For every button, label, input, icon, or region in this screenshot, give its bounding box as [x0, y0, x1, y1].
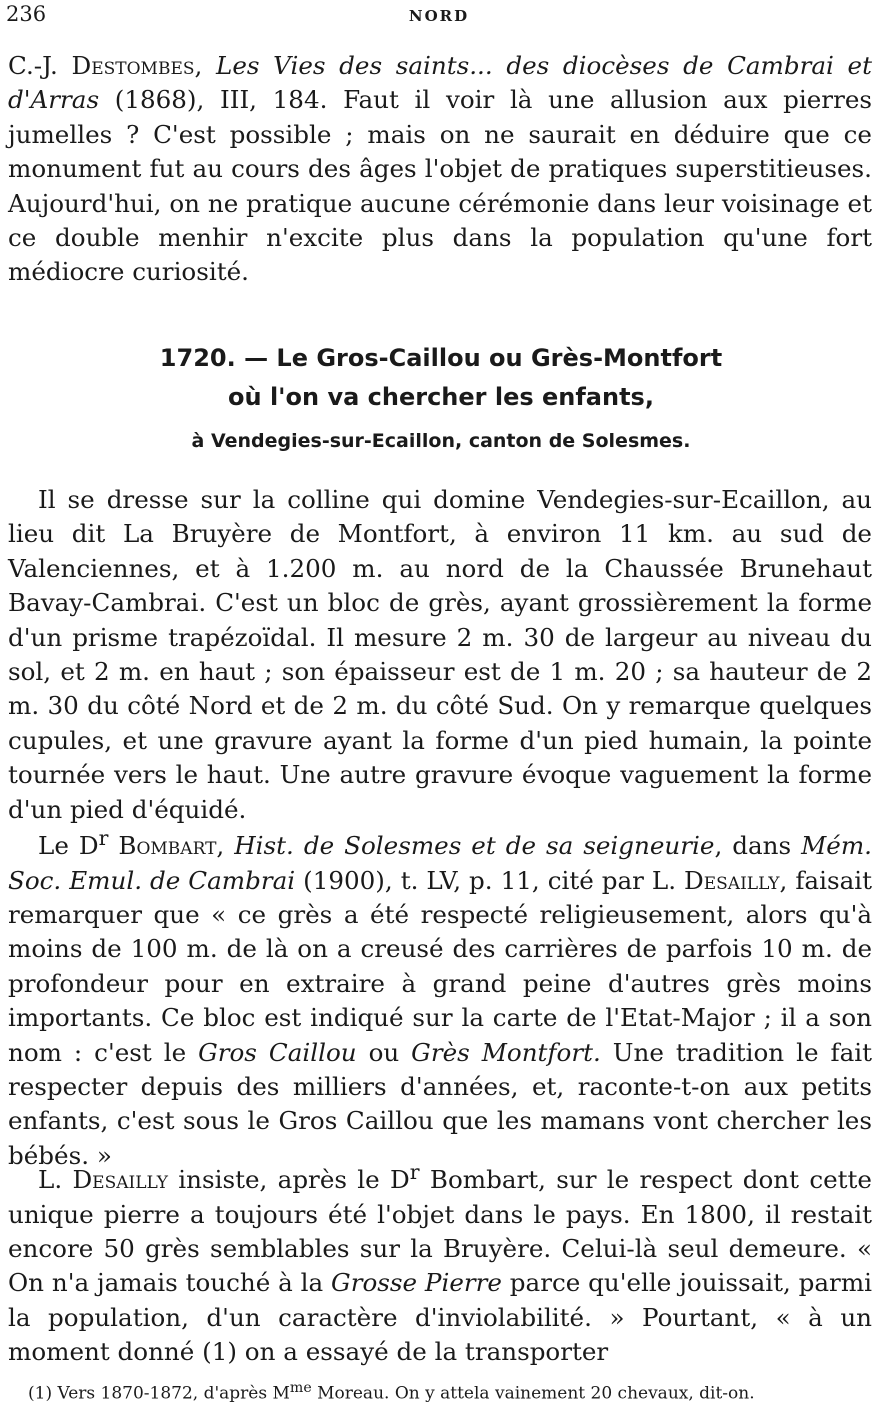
section-heading: 1720. — Le Gros-Caillou ou Grès-Montfort [159, 344, 723, 372]
running-title: NORD [408, 7, 470, 25]
intro-paragraph: C.-J. Destombes, Les Vies des saints... des diocèses de Cambrai et d'Arras (1868), III, 184. Faut il voir là une allusion aux pierres jumelles ? C'est possible ; mais on ne saurait en déduire que ce monument fut au cours des âges l'objet de pratiques superstitieuses. Aujourd'hui, on ne pratique aucune cérémonie dans leur voisinage et ce double menhir n'excite plus dans la population qu'une fort médiocre curiosité. [8, 51, 872, 287]
desailly-name: Desailly [684, 865, 780, 895]
paragraph-description: Il se dresse sur la colline qui domine Vendegies-sur-Ecaillon, au lieu dit La Bruyère de Montfort, à environ 11 km. au sud de Valenciennes, et à 1.200 m. au nord de la Chaussée Brunehaut Bavay-Cambrai. C'est un bloc de grès, ayant grossièrement la forme d'un prisme trapézoïdal. Il mesure 2 m. 30 de largeur au niveau du sol, et 2 m. en haut ; son épaisseur est de 1 m. 20 ; sa hauteur de 2 m. 30 du côté Nord et de 2 m. du côté Sud. On y remarque quelques cupules, et une gravure ayant la forme d'un pied humain, la pointe tournée vers le haut. Une autre gravure évoque vaguement la forme d'un pied d'équidé. [8, 485, 872, 824]
work-title: Les Vies des saints... des diocèses de Cambrai et d'Arras [8, 51, 872, 115]
page-number: 236 [6, 2, 47, 26]
paragraph-bombart: Le $D^r$ Bombart, Hist. de Solesmes et de sa seigneurie, dans Mém. Soc. Emul. de Cambrai (1900), t. LV, p. 11, cité par L. Desailly, faisait remarquer que « ce grès a été respecté religieusement, alors qu'à moins de 100 m. de là on a creusé des carrières de parfois 10 m. de profondeur pour en extraire à grand peine d'autres grès moins importants. Ce bloc est indiqué sur la carte de l'Etat-Major ; il a son nom : c'est le Gros Caillou ou Grès Montfort. Une tradition le fait respecter depuis des milliers d'années, et, raconte-t-on aux petits enfants, c'est sous le Gros Caillou que les mamans vont chercher les bébés. » [8, 826, 872, 1170]
section-location: à Vendegies-sur-Ecaillon, canton de Solesmes. [191, 430, 691, 452]
cited-work: Hist. de Solesmes et de sa seigneurie [234, 831, 715, 861]
desailly-name: Desailly [72, 1165, 168, 1195]
footnote: (1) Vers 1870-1872, d'après $M^{me}$ Moreau. On y attela vainement 20 chevaux, dit-on. [28, 1380, 755, 1404]
bombart-name: Bombart [118, 831, 217, 861]
section-subheading: où l'on va chercher les enfants, [228, 383, 654, 411]
journal-title: Mém. Soc. Emul. de Cambrai [8, 831, 872, 895]
paragraph-desailly: L. Desailly insiste, après le $D^r$ Bombart, sur le respect dont cette unique pierre a toujours été l'objet dans le pays. En 1800, il restait encore 50 grès semblables sur la Bruyère. Celui-là seul demeure. « On n'a jamais touché à la Grosse Pierre parce qu'elle jouissait, parmi la population, d'un caractère d'inviolabilité. » Pourtant, « à un moment donné (1) on a essayé de la transporter [8, 1160, 873, 1367]
author-name: C.-J. Destombes [8, 51, 195, 80]
running-header [6, 2, 872, 30]
